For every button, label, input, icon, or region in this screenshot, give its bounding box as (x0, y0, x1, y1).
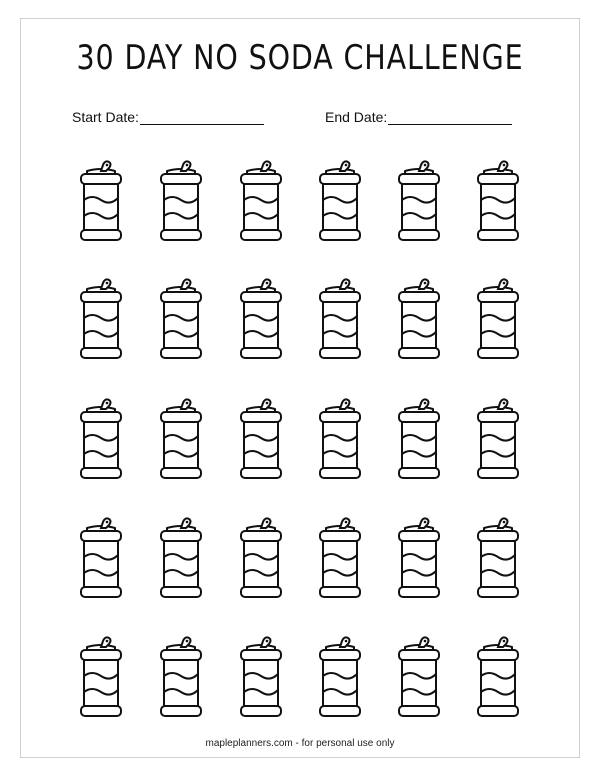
soda-can-icon[interactable] (77, 396, 125, 488)
soda-can-icon[interactable] (316, 396, 364, 488)
soda-can-icon[interactable] (237, 158, 285, 250)
soda-can-icon[interactable] (157, 158, 205, 250)
soda-can-icon[interactable] (237, 515, 285, 607)
soda-can-icon[interactable] (157, 634, 205, 726)
soda-can-icon[interactable] (157, 276, 205, 368)
soda-can-icon[interactable] (77, 634, 125, 726)
soda-can-icon[interactable] (237, 396, 285, 488)
soda-can-icon[interactable] (474, 276, 522, 368)
soda-can-icon[interactable] (237, 276, 285, 368)
soda-can-icon[interactable] (474, 515, 522, 607)
soda-can-icon[interactable] (474, 634, 522, 726)
soda-can-icon[interactable] (157, 515, 205, 607)
soda-can-icon[interactable] (474, 158, 522, 250)
soda-can-icon[interactable] (77, 515, 125, 607)
soda-can-icon[interactable] (77, 276, 125, 368)
soda-can-icon[interactable] (316, 276, 364, 368)
soda-can-icon[interactable] (474, 396, 522, 488)
soda-can-icon[interactable] (157, 396, 205, 488)
soda-can-icon[interactable] (395, 276, 443, 368)
soda-can-icon[interactable] (395, 158, 443, 250)
end-date-label: End Date: (325, 109, 388, 125)
start-date-label: Start Date: (72, 109, 139, 125)
soda-can-icon[interactable] (395, 634, 443, 726)
soda-can-icon[interactable] (395, 396, 443, 488)
footer-note: mapleplanners.com - for personal use only (205, 738, 395, 749)
soda-can-icon[interactable] (316, 634, 364, 726)
soda-can-icon[interactable] (237, 634, 285, 726)
soda-can-icon[interactable] (316, 158, 364, 250)
soda-can-icon[interactable] (316, 515, 364, 607)
soda-can-icon[interactable] (77, 158, 125, 250)
soda-can-icon[interactable] (395, 515, 443, 607)
page-title: 30 DAY NO SODA CHALLENGE (76, 38, 524, 78)
